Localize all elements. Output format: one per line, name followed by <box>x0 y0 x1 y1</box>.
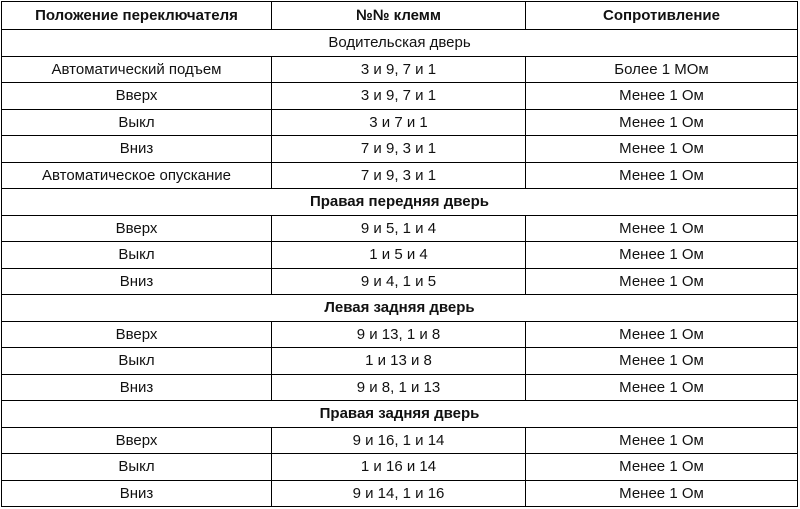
header-row <box>2 2 798 30</box>
table-row <box>2 480 798 507</box>
cell-terminals: 3 и 7 и 1 <box>272 109 526 136</box>
table-row <box>2 268 798 295</box>
cell-switch-position: Выкл <box>2 348 272 375</box>
cell-resistance: Менее 1 Ом <box>526 268 798 295</box>
cell-terminals: 9 и 14, 1 и 16 <box>272 480 526 507</box>
table-row <box>2 242 798 269</box>
section-title: Правая передняя дверь <box>2 189 798 216</box>
table-row <box>2 374 798 401</box>
table-row <box>2 162 798 189</box>
cell-resistance: Менее 1 Ом <box>526 215 798 242</box>
header-terminals: №№ клемм <box>272 2 526 30</box>
cell-switch-position: Вниз <box>2 480 272 507</box>
cell-switch-position: Вверх <box>2 427 272 454</box>
header-resistance: Сопротивление <box>526 2 798 30</box>
cell-resistance: Менее 1 Ом <box>526 427 798 454</box>
cell-terminals: 1 и 16 и 14 <box>272 454 526 481</box>
cell-switch-position: Вниз <box>2 136 272 163</box>
cell-resistance: Менее 1 Ом <box>526 321 798 348</box>
table-row <box>2 427 798 454</box>
cell-resistance: Менее 1 Ом <box>526 454 798 481</box>
section-row <box>2 295 798 322</box>
cell-switch-position: Вниз <box>2 374 272 401</box>
section-row <box>2 30 798 57</box>
cell-terminals: 3 и 9, 7 и 1 <box>272 83 526 110</box>
cell-switch-position: Выкл <box>2 242 272 269</box>
cell-switch-position: Автоматическое опускание <box>2 162 272 189</box>
section-title: Водительская дверь <box>2 30 798 57</box>
table-row <box>2 109 798 136</box>
cell-terminals: 7 и 9, 3 и 1 <box>272 136 526 163</box>
table-row <box>2 83 798 110</box>
cell-switch-position: Выкл <box>2 454 272 481</box>
cell-resistance: Менее 1 Ом <box>526 348 798 375</box>
cell-terminals: 9 и 16, 1 и 14 <box>272 427 526 454</box>
table-row <box>2 348 798 375</box>
table-row <box>2 321 798 348</box>
table-row <box>2 136 798 163</box>
section-title: Левая задняя дверь <box>2 295 798 322</box>
cell-resistance: Менее 1 Ом <box>526 242 798 269</box>
cell-terminals: 1 и 5 и 4 <box>272 242 526 269</box>
cell-terminals: 3 и 9, 7 и 1 <box>272 56 526 83</box>
cell-terminals: 9 и 4, 1 и 5 <box>272 268 526 295</box>
section-row <box>2 401 798 428</box>
cell-terminals: 9 и 8, 1 и 13 <box>272 374 526 401</box>
table-body <box>2 2 798 507</box>
cell-resistance: Менее 1 Ом <box>526 162 798 189</box>
table-row <box>2 215 798 242</box>
section-title: Правая задняя дверь <box>2 401 798 428</box>
cell-resistance: Менее 1 Ом <box>526 109 798 136</box>
cell-terminals: 7 и 9, 3 и 1 <box>272 162 526 189</box>
cell-resistance: Менее 1 Ом <box>526 480 798 507</box>
switch-resistance-table <box>1 1 798 507</box>
cell-switch-position: Вверх <box>2 83 272 110</box>
cell-resistance: Более 1 МОм <box>526 56 798 83</box>
cell-terminals: 9 и 5, 1 и 4 <box>272 215 526 242</box>
cell-resistance: Менее 1 Ом <box>526 136 798 163</box>
cell-resistance: Менее 1 Ом <box>526 83 798 110</box>
cell-terminals: 1 и 13 и 8 <box>272 348 526 375</box>
table-row <box>2 56 798 83</box>
header-switch-position: Положение переключателя <box>2 2 272 30</box>
cell-switch-position: Автоматический подъем <box>2 56 272 83</box>
cell-resistance: Менее 1 Ом <box>526 374 798 401</box>
cell-switch-position: Вниз <box>2 268 272 295</box>
section-row <box>2 189 798 216</box>
cell-switch-position: Вверх <box>2 215 272 242</box>
cell-terminals: 9 и 13, 1 и 8 <box>272 321 526 348</box>
table-row <box>2 454 798 481</box>
cell-switch-position: Выкл <box>2 109 272 136</box>
cell-switch-position: Вверх <box>2 321 272 348</box>
